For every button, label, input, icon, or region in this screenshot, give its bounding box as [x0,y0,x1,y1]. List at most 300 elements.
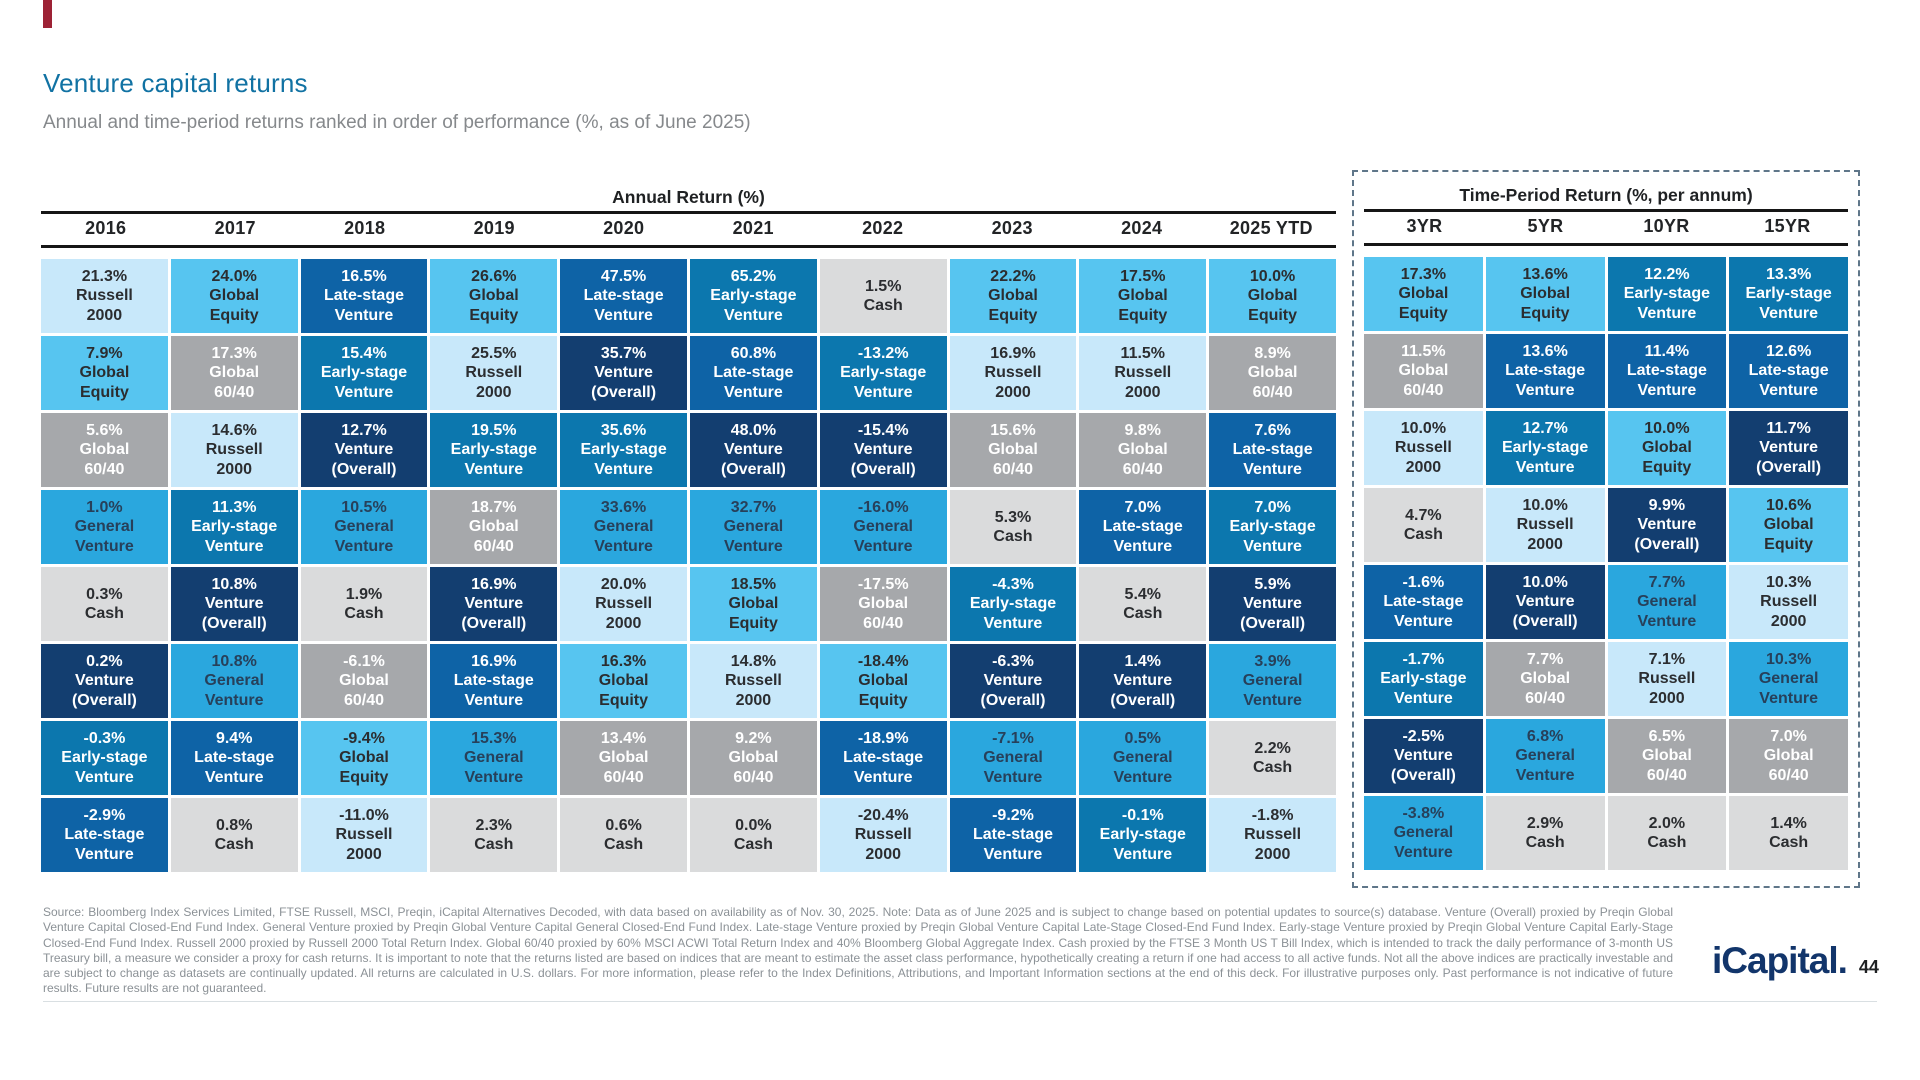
return-cell [560,259,687,333]
asset-class-label: (Overall) [1756,458,1822,476]
asset-class-label: Cash [863,297,903,314]
return-value: 26.6% [471,267,517,285]
asset-class-label: Venture [204,768,264,786]
asset-class-label: General [723,518,784,536]
return-cell [1079,336,1206,410]
column-header: 3YR [1406,215,1443,236]
column-header: 2020 [603,217,645,238]
asset-class-label: Global [858,672,909,690]
asset-class-label: Equity [209,306,259,324]
return-value: 7.0% [1254,498,1291,516]
asset-class-label: Venture [204,691,264,709]
return-value: 10.0% [1249,267,1296,285]
return-value: 7.1% [1648,650,1686,668]
asset-class-label: Russell [854,826,912,844]
asset-class-label: Venture [1637,516,1697,534]
return-value: 7.0% [1124,498,1162,516]
asset-class-label: Late-stage [583,287,664,305]
return-value: -6.1% [343,652,385,670]
asset-class-label: Global [468,287,519,305]
asset-class-label: Global [988,441,1038,459]
page-subtitle: Annual and time-period returns ranked in order of performance (%, as of June 2025) [43,112,751,133]
asset-class-label: Late-stage [843,749,924,767]
asset-class-label: Late-stage [972,826,1053,844]
return-cell [301,567,428,641]
return-value: -0.3% [83,729,126,747]
return-cell [430,798,557,872]
asset-class-label: Venture [1243,537,1302,555]
column-header: 2022 [862,217,904,238]
asset-class-label: Venture [204,537,264,555]
return-value: 0.2% [86,652,123,670]
return-cell [1729,411,1848,485]
asset-class-label: Late-stage [323,287,404,305]
return-value: 10.6% [1765,496,1812,514]
asset-class-label: Venture [594,460,653,478]
asset-class-label: Global [209,287,260,305]
return-value: 14.6% [211,421,257,439]
asset-class-label: Equity [1764,535,1814,553]
asset-class-label: (Overall) [1110,691,1176,709]
return-cell [41,259,168,333]
return-value: 47.5% [600,267,647,285]
asset-class-label: General [204,672,264,690]
asset-class-label: Early-stage [320,364,408,382]
return-cell [690,413,817,487]
asset-class-label: Equity [79,383,129,401]
asset-class-label: Global [1398,285,1449,303]
return-value: 7.7% [1648,573,1686,591]
return-cell [171,567,298,641]
return-cell [430,259,557,333]
return-cell [820,490,947,564]
return-cell [1729,565,1848,639]
asset-class-label: Russell [75,287,133,305]
asset-class-label: 60/40 [992,460,1034,478]
return-value: 35.6% [600,421,647,439]
asset-class-label: Cash [604,836,644,853]
asset-class-label: General [334,518,394,536]
return-cell [1608,796,1727,870]
return-value: 5.9% [1254,575,1291,593]
return-value: 17.3% [1400,265,1447,283]
return-value: -2.9% [83,806,126,824]
asset-class-label: 60/40 [863,614,904,632]
return-value: 0.5% [1124,729,1162,747]
return-value: 12.6% [1765,342,1812,360]
time-period-return-grid [1364,257,1848,870]
asset-class-label: (Overall) [71,691,137,709]
asset-class-label: 60/40 [1646,766,1687,784]
asset-class-label: General [983,749,1043,767]
return-cell [690,336,817,410]
asset-class-label: 2000 [346,845,382,863]
asset-class-label: 2000 [865,845,901,863]
return-value: 16.9% [471,652,517,670]
asset-class-label: Venture [983,614,1043,632]
column-header: 2023 [991,217,1033,238]
return-value: 11.3% [211,498,257,516]
return-value: 1.9% [345,585,383,603]
return-cell [1364,642,1483,716]
return-value: 16.9% [471,575,517,593]
footer-branding [1712,940,1879,982]
asset-class-label: 2000 [1254,845,1291,863]
asset-class-label: Global [988,287,1038,305]
return-cell [690,798,817,872]
return-cell [301,336,428,410]
return-cell [820,567,947,641]
asset-class-label: Venture [204,595,264,613]
asset-class-label: Venture [1759,304,1818,322]
return-value: -13.2% [857,344,909,362]
asset-class-label: Early-stage [1623,285,1710,303]
asset-class-label: Venture [1113,845,1173,863]
return-value: -15.4% [857,421,909,439]
return-value: 2.0% [1648,814,1686,832]
asset-class-label: Venture [1759,381,1818,399]
return-cell [950,490,1077,564]
annual-year-header-row [41,214,1336,242]
asset-class-label: Venture [1759,439,1818,457]
return-value: 60.8% [730,344,777,362]
asset-class-label: Cash [1253,759,1293,776]
return-value: 10.0% [1400,419,1447,437]
return-cell [1209,490,1336,564]
asset-class-label: Venture [594,306,653,324]
asset-class-label: Global [1117,287,1168,305]
return-value: 0.3% [86,585,123,603]
return-value: 9.2% [735,729,772,747]
return-value: -3.8% [1402,804,1445,822]
return-value: 10.3% [1765,650,1812,668]
asset-class-label: 60/40 [1768,766,1809,784]
asset-class-label: Venture [1515,381,1575,399]
asset-class-label: Venture [1243,460,1302,478]
asset-class-label: Venture [75,537,134,555]
asset-class-label: Venture [724,441,783,459]
return-cell [1079,721,1206,795]
asset-class-label: Late-stage [1748,362,1829,380]
column-header: 10YR [1643,215,1690,236]
page-title: Venture capital returns [43,68,308,98]
return-cell [1364,257,1483,331]
asset-class-label: Venture [334,441,394,459]
return-value: 11.4% [1644,342,1690,360]
return-value: 9.9% [1648,496,1686,514]
asset-class-label: (Overall) [591,383,657,401]
return-value: 15.3% [471,729,517,747]
asset-class-label: Early-stage [710,287,797,305]
asset-class-label: Global [209,364,260,382]
return-value: 7.0% [1770,727,1807,745]
return-value: 0.0% [735,816,772,834]
return-value: 7.9% [86,344,123,362]
return-cell [41,798,168,872]
return-value: 10.0% [1644,419,1690,437]
return-value: 18.7% [471,498,517,516]
return-cell [301,644,428,718]
asset-class-label: Global [1641,747,1692,765]
column-header: 2025 YTD [1229,217,1313,238]
asset-class-label: Venture [853,441,913,459]
return-cell [301,721,428,795]
return-cell [171,490,298,564]
asset-class-label: Venture [334,537,394,555]
return-cell [690,259,817,333]
return-cell [690,721,817,795]
asset-class-label: Early-stage [61,749,148,767]
icapital-logo: iCapital. [1712,940,1847,981]
asset-class-label: Venture [1394,747,1453,765]
asset-class-label: 60/40 [603,768,644,786]
return-cell [301,490,428,564]
return-value: 7.7% [1526,650,1564,668]
asset-class-label: Cash [84,605,124,622]
return-cell [690,490,817,564]
return-value: 25.5% [471,344,517,362]
return-value: -2.5% [1402,727,1445,745]
asset-class-label: Late-stage [1626,362,1707,380]
return-value: 0.8% [215,816,253,834]
column-header: 15YR [1764,215,1811,236]
return-cell [1729,719,1848,793]
return-cell [1209,336,1336,410]
asset-class-label: Venture [464,768,524,786]
asset-class-label: 60/40 [214,383,255,401]
asset-class-label: Venture [594,364,653,382]
return-cell [820,413,947,487]
asset-class-label: Equity [1118,306,1168,324]
asset-class-label: Cash [344,605,384,622]
return-cell [171,259,298,333]
asset-class-label: Venture [724,537,783,555]
asset-class-label: Russell [984,364,1042,382]
return-cell [41,490,168,564]
return-value: 5.6% [86,421,123,439]
asset-class-label: Venture [334,383,394,401]
asset-class-label: General [853,518,913,536]
asset-class-label: Venture [1394,843,1453,861]
asset-class-label: General [1637,593,1697,611]
return-value: -20.4% [857,806,909,824]
asset-class-label: General [74,518,135,536]
return-value: 11.5% [1401,342,1446,360]
annual-return-title: Annual Return (%) [612,187,765,207]
return-cell [820,721,947,795]
return-cell [1209,259,1336,333]
asset-class-label: 2000 [605,614,642,632]
return-value: -1.6% [1402,573,1445,591]
asset-class-label: (Overall) [980,691,1046,709]
return-value: 3.9% [1254,652,1291,670]
return-cell [1209,413,1336,487]
asset-class-label: (Overall) [201,614,267,632]
return-value: 35.7% [600,344,647,362]
asset-class-label: Cash [733,836,773,853]
asset-class-label: Venture [983,768,1043,786]
return-cell [1729,488,1848,562]
asset-class-label: Global [339,749,389,767]
asset-class-label: 60/40 [84,460,125,478]
asset-class-label: Venture [75,768,134,786]
asset-class-label: Venture [1637,381,1697,399]
asset-class-label: 60/40 [1525,689,1566,707]
asset-class-label: Global [1247,287,1298,305]
asset-class-label: Early-stage [450,441,537,459]
return-value: 16.5% [341,267,387,285]
divider [1364,243,1848,246]
return-cell [430,413,557,487]
return-value: -4.3% [992,575,1034,593]
return-cell [301,798,428,872]
asset-class-label: Global [1398,362,1449,380]
return-cell [1209,644,1336,718]
return-value: 12.7% [341,421,387,439]
return-cell [430,490,557,564]
return-cell [171,336,298,410]
return-cell [41,721,168,795]
asset-class-label: Venture [464,691,524,709]
asset-class-label: Late-stage [1383,593,1464,611]
asset-class-label: (Overall) [461,614,527,632]
return-cell [1729,642,1848,716]
return-value: -9.4% [343,729,385,747]
asset-class-label: Russell [1638,670,1696,688]
return-value: 19.5% [471,421,517,439]
column-header: 2019 [473,217,515,238]
return-cell [1729,796,1848,870]
return-cell [1209,567,1336,641]
return-cell [1486,719,1605,793]
return-cell [820,259,947,333]
return-value: 15.6% [990,421,1036,439]
return-value: 33.6% [600,498,647,516]
return-value: 8.9% [1254,344,1291,362]
return-value: 1.0% [86,498,123,516]
asset-class-label: Venture [983,672,1043,690]
asset-class-label: General [593,518,654,536]
return-cell [1079,259,1206,333]
return-value: 20.0% [600,575,647,593]
return-cell [1209,798,1336,872]
asset-class-label: Global [1763,747,1814,765]
return-value: 1.5% [864,277,902,295]
asset-class-label: 2000 [1405,458,1442,476]
page-number: 44 [1858,957,1879,977]
asset-class-label: Early-stage [1380,670,1467,688]
return-value: 10.8% [211,652,257,670]
return-value: 14.8% [730,652,777,670]
return-cell [1486,488,1605,562]
asset-class-label: 2000 [735,691,772,709]
asset-class-label: Venture [334,306,394,324]
return-cell [1486,796,1605,870]
asset-class-label: Global [598,672,649,690]
time-period-return-table [1352,170,1860,888]
return-cell [1608,334,1727,408]
asset-class-label: Cash [1123,605,1163,622]
asset-class-label: 2000 [216,460,252,478]
return-cell [1209,721,1336,795]
return-value: 16.3% [600,652,647,670]
return-cell [950,259,1077,333]
return-cell [820,798,947,872]
asset-class-label: Venture [464,595,524,613]
return-cell [1486,642,1605,716]
asset-class-label: Venture [1243,691,1302,709]
return-cell [1364,565,1483,639]
asset-class-label: Venture [1394,689,1453,707]
asset-class-label: Venture [1515,458,1575,476]
asset-class-label: Russell [335,826,393,844]
asset-class-label: Equity [1520,304,1570,322]
asset-class-label: Russell [205,441,263,459]
return-value: -18.9% [857,729,909,747]
asset-class-label: Russell [1244,826,1302,844]
source-disclaimer-text: Source: Bloomberg Index Services Limited, FTSE Russell, MSCI, Preqin, iCapital Alternatives Decoded, with data based on availability as of Nov. 30, 2025. Note: Data as of June 2025 and is subject to change based on potential updates to source(s) database. Venture (Overall) proxied by Preqin Global Venture Capital Closed-End Fund Index. General Venture proxied by Preqin Global Venture Capital General Closed-End Fund Index. Late-stage Venture proxied by Preqin Global Venture Capital Late-Stage Closed-End Fund Index. Early-stage Venture proxied by Preqin Global Venture Capital Early-Stage Closed-End Fund Index. Russell 2000 proxied by Russell 2000 Total Return Index. Global 60/40 proxied by 60% MSCI ACWI Total Return Index and 40% Bloomberg Global Aggregate Index. Cash proxied by the FTSE 3 Month US T Bill Index, which is intended to track the daily performance of 3-month US Treasury bill, a measure we consider a proxy for cash returns. It is important to note that the returns listed are based on indices that are meant to estimate the asset class performance, hypothetically creating a return if one had access to all active funds. Not all the above indices are practically investable and are subject to change as datasets are continually updated. All returns are calculated in U.S. dollars. For more information, please refer to the Index Definitions, Attributions, and Important Information sections at the end of this deck. For illustrative purposes only. Past performance is not indicative of future results. Future results are not guaranteed. [43,905,1673,996]
return-value: -11.0% [339,806,389,824]
return-value: 11.5% [1120,344,1166,362]
asset-class-label: General [1515,747,1575,765]
asset-class-label: General [1112,749,1173,767]
asset-class-label: Russell [465,364,523,382]
asset-class-label: Global [858,595,909,613]
return-value: 1.4% [1124,652,1162,670]
column-header: 2021 [732,217,774,238]
return-cell [1486,565,1605,639]
return-value: -18.4% [857,652,909,670]
asset-class-label: Equity [1398,304,1448,322]
asset-class-label: Venture [853,383,913,401]
asset-class-label: Venture [1243,595,1302,613]
return-value: 5.4% [1124,585,1162,603]
asset-class-label: Early-stage [580,441,667,459]
column-header: 5YR [1527,215,1564,236]
asset-class-label: Cash [474,836,514,853]
return-value: -9.2% [992,806,1034,824]
return-cell [1364,796,1483,870]
return-cell [950,644,1077,718]
return-cell [430,567,557,641]
return-cell [1364,334,1483,408]
return-cell [950,567,1077,641]
return-cell [301,259,428,333]
asset-class-label: Russell [1516,516,1574,534]
return-value: 2.2% [1254,739,1291,757]
return-cell [1608,257,1727,331]
return-value: 5.3% [994,508,1032,526]
asset-class-label: Equity [469,306,519,324]
return-value: 15.4% [341,344,387,362]
asset-class-label: Russell [1760,593,1818,611]
return-value: 10.0% [1522,496,1568,514]
return-cell [950,336,1077,410]
asset-class-label: Cash [1525,834,1565,851]
return-cell [1608,565,1727,639]
return-value: 10.5% [341,498,387,516]
return-cell [430,336,557,410]
return-cell [1608,488,1727,562]
return-cell [950,721,1077,795]
return-cell [1486,411,1605,485]
asset-class-label: Venture [853,537,913,555]
return-cell [560,413,687,487]
annual-return-table [41,186,1336,872]
asset-class-label: Venture [594,537,653,555]
divider [41,245,1336,248]
return-value: 10.0% [1522,573,1568,591]
